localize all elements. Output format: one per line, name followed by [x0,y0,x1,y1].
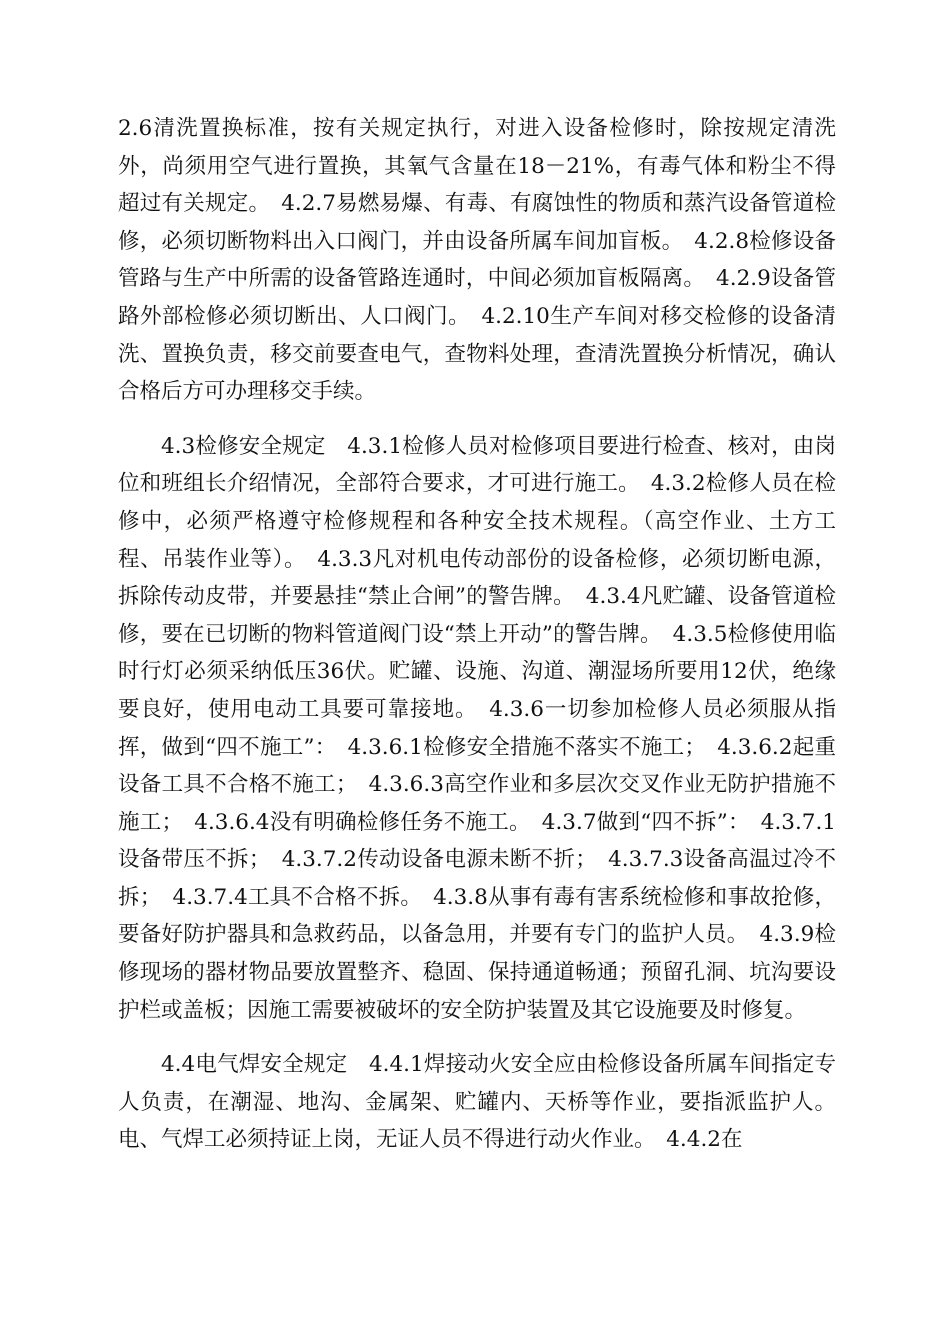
paragraph-4-3-maintenance-safety: 4.3检修安全规定 4.3.1检修人员对检修项目要进行检查、核对，由岗位和班组长介绍情况，全部符合要求，才可进行施工。 4.3.2检修人员在检修中，必须严格遵守检修规程和各种安全技术规程。（高空作业、土方工程、吊装作业等）。 4.3.3凡对机电传动部份的设备检修，必须切断电源，拆除传动皮带，并要悬挂“禁止合闸”的警告牌。 4.3.4凡贮罐、设备管道检修，要在已切断的物料管道阀门设“禁上开动”的警告牌。 4.3.5检修使用临时行灯必须采纳低压36伏。贮罐、设施、沟道、潮湿场所要用12伏，绝缘要良好，使用电动工具要可靠接地。 4.3.6一切参加检修人员必须服从指挥，做到“四不施工”： 4.3.6.1检修安全措施不落实不施工； 4.3.6.2起重设备工具不合格不施工； 4.3.6.3高空作业和多层次交叉作业无防护措施不施工； 4.3.6.4没有明确检修任务不施工。 4.3.7做到“四不拆”： 4.3.7.1设备带压不拆； 4.3.7.2传动设备电源未断不折； 4.3.7.3设备高温过冷不拆； 4.3.7.4工具不合格不拆。 4.3.8从事有毒有害系统检修和事故抢修，要备好防护器具和急救药品，以备急用，并要有专门的监护人员。 4.3.9检修现场的器材物品要放置整齐、稳固、保持通道畅通；预留孔洞、坑沟要设护栏或盖板；因施工需要被破坏的安全防护装置及其它设施要及时修复。 [118,433,836,1023]
document-page [118,110,836,1159]
paragraph-4-4-welding-safety: 4.4电气焊安全规定 4.4.1焊接动火安全应由检修设备所属车间指定专人负责，在潮湿、地沟、金属架、贮罐内、天桥等作业，要指派监护人。电、气焊工必须持证上岗，无证人员不得进行动火作业。 4.4.2在 [118,1052,836,1153]
paragraph-4-2-continued: 2.6清洗置换标准，按有关规定执行，对进入设备检修时，除按规定清洗外，尚须用空气进行置换，其氧气含量在18－21%，有毒气体和粉尘不得超过有关规定。 4.2.7易燃易爆、有毒、有腐蚀性的物质和蒸汽设备管道检修，必须切断物料出入口阀门，并由设备所属车间加盲板。 4.2.8检修设备管路与生产中所需的设备管路连通时，中间必须加盲板隔离。 4.2.9设备管路外部检修必须切断出、人口阀门。 4.2.10生产车间对移交检修的设备清洗、置换负责，移交前要查电气，查物料处理，查清洗置换分析情况，确认合格后方可办理移交手续。 [118,116,836,405]
